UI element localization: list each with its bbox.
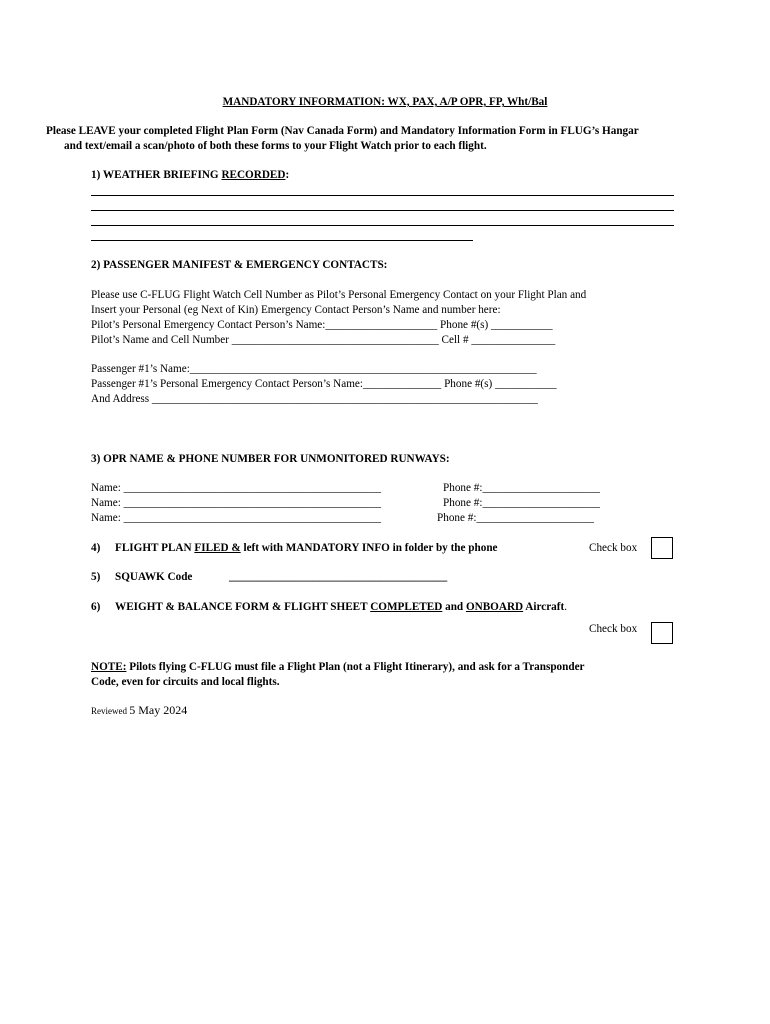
weight-balance-prefix: WEIGHT & BALANCE FORM & FLIGHT SHEET (115, 601, 371, 613)
note-text-1: Pilots flying C-FLUG must file a Flight Plan (not a Flight Itinerary), and ask for a Transponder (126, 661, 585, 673)
weight-balance-period: . (564, 601, 568, 613)
intro-line-1: Please LEAVE your completed Flight Plan Form (Nav Canada Form) and Mandatory Information Form in FLUG’s Hangar (46, 125, 639, 137)
reviewed-date-value: 5 May 2024 (129, 703, 188, 717)
flight-plan-checkbox[interactable] (651, 537, 673, 559)
weather-line-2[interactable] (91, 210, 674, 211)
passenger-manifest-heading: 2) PASSENGER MANIFEST & EMERGENCY CONTACTS: (91, 259, 388, 271)
note-line-1 (91, 660, 585, 675)
opr-name-field-2[interactable]: Name: ______________________________________________ (91, 497, 381, 509)
intro-paragraph (46, 124, 736, 154)
flight-plan-prefix: FLIGHT PLAN (115, 542, 195, 554)
check-box-label-6: Check box (589, 623, 638, 635)
passenger-name-field[interactable]: Passenger #1’s Name:______________________________________________________________ (91, 363, 537, 375)
note-label: NOTE: (91, 661, 127, 673)
opr-phone-field-3[interactable]: Phone #:_____________________ (437, 512, 594, 524)
opr-heading: 3) OPR NAME & PHONE NUMBER FOR UNMONITORED RUNWAYS: (91, 453, 450, 465)
weight-balance-completed: COMPLETED (370, 601, 443, 613)
squawk-code-item (91, 570, 192, 585)
flight-plan-filed: FILED & (194, 542, 241, 554)
weather-line-1[interactable] (91, 195, 674, 196)
item-number-6: 6) (91, 601, 101, 613)
squawk-code-label: SQUAWK Code (115, 571, 193, 583)
weight-balance-suffix: Aircraft (523, 601, 565, 613)
pilot-emergency-contact-field[interactable]: Pilot’s Personal Emergency Contact Person’s Name:____________________ Phone #(s) ___________ (91, 319, 553, 331)
opr-phone-field-2[interactable]: Phone #:_____________________ (443, 497, 600, 509)
item-number-4: 4) (91, 542, 101, 554)
weight-balance-checkbox[interactable] (651, 622, 673, 644)
passenger-address-field[interactable]: And Address _____________________________________________________________________ (91, 393, 538, 405)
weather-briefing-prefix: 1) WEATHER BRIEFING (91, 169, 222, 181)
passenger-emergency-contact-field[interactable]: Passenger #1’s Personal Emergency Contact Person’s Name:______________ Phone #(s) ___________ (91, 378, 557, 390)
reviewed-label: Reviewed (91, 706, 130, 716)
weather-briefing-colon: : (285, 169, 290, 181)
item-number-5: 5) (91, 571, 101, 583)
opr-name-field-3[interactable]: Name: ______________________________________________ (91, 512, 381, 524)
check-box-label-4: Check box (589, 542, 638, 554)
opr-name-field-1[interactable]: Name: ______________________________________________ (91, 482, 381, 494)
manifest-instruction-1: Please use C-FLUG Flight Watch Cell Number as Pilot’s Personal Emergency Contact on your Flight Plan and (91, 289, 587, 301)
weather-briefing-recorded: RECORDED (221, 169, 286, 181)
manifest-instruction-2: Insert your Personal (eg Next of Kin) Emergency Contact Person’s Name and number here: (91, 304, 501, 316)
reviewed-date (91, 703, 187, 719)
opr-phone-field-1[interactable]: Phone #:_____________________ (443, 482, 600, 494)
flight-plan-filed-item (91, 541, 498, 556)
flight-plan-suffix: left with MANDATORY INFO in folder by the phone (240, 542, 498, 554)
note-line-2: Code, even for circuits and local flights. (91, 676, 280, 688)
weight-balance-item (91, 600, 567, 615)
weather-briefing-heading (91, 168, 289, 183)
pilot-name-cell-field[interactable]: Pilot’s Name and Cell Number _____________________________________ Cell # _______________ (91, 334, 556, 346)
squawk-code-field[interactable]: _______________________________________ (229, 571, 448, 583)
weather-line-3[interactable] (91, 225, 674, 226)
weather-line-4[interactable] (91, 240, 473, 241)
intro-line-2: and text/email a scan/photo of both these forms to your Flight Watch prior to each flight. (64, 140, 487, 152)
weight-balance-onboard: ONBOARD (465, 601, 524, 613)
page-title: MANDATORY INFORMATION: WX, PAX, A/P OPR, FP, Wht/Bal (222, 96, 548, 108)
weight-balance-and: and (442, 601, 466, 613)
